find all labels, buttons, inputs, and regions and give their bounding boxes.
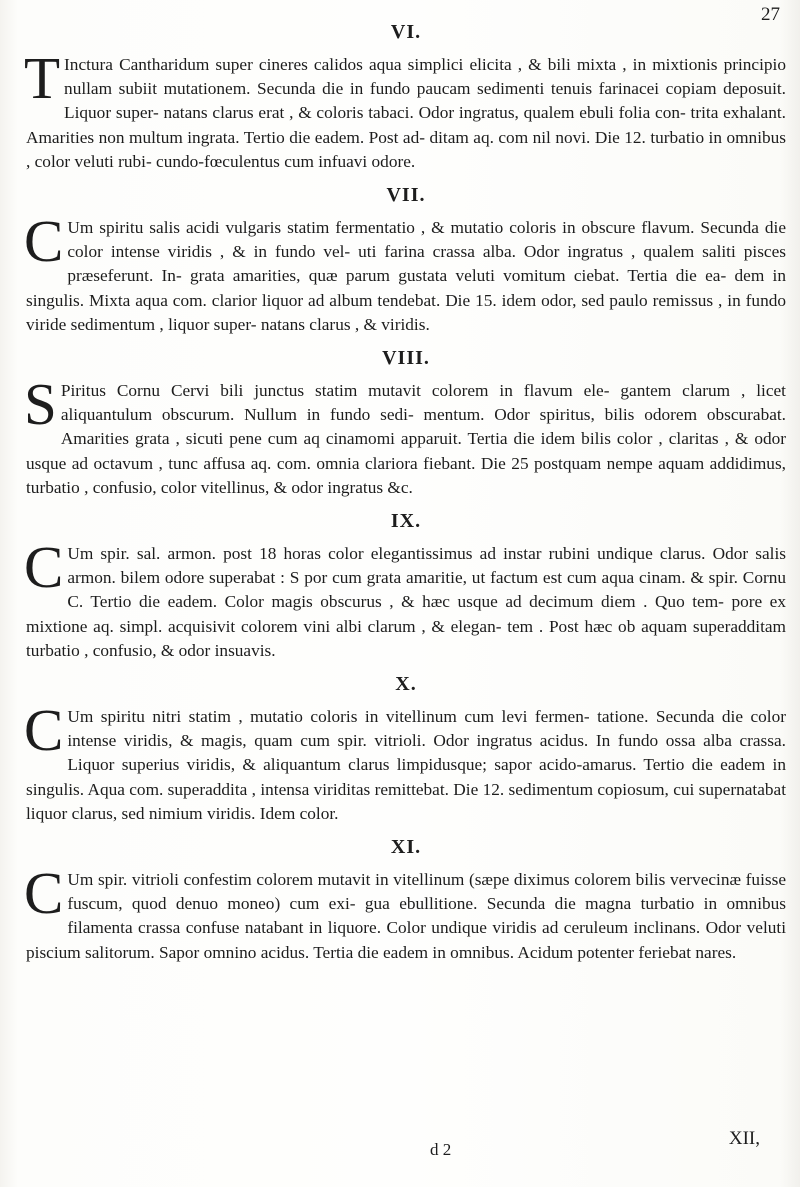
section-body [24,208,786,337]
section-heading: VIII. [382,347,430,370]
drop-initial: C [24,860,64,927]
section-heading: XI. [390,836,422,859]
section-viii [26,346,786,500]
catchword: XII, [728,1128,760,1149]
section-x [26,672,786,826]
section-xi [26,835,786,965]
paragraph-text: Um spir. vitrioli confestim colorem mutavit in vitellinum (sæpe diximus colorem bilis vervecinæ fuisse fuscum, quod denuo moneo) cum exi- gua ebullitione. Secunda die magna turbatio in omnibus filamenta crassa confuse natabant in liquore. Color undique viridis ad ceruleum inclinans. Odor veluti piscium salitorum. Sapor omnino acidus. Tertia die eadem in omnibus. Acidum potenter feriebat nares. [26,870,786,962]
drop-initial: C [24,534,64,601]
drop-initial: C [24,697,64,764]
section-vii [26,183,786,337]
section-body [24,860,786,965]
section-heading: IX. [390,510,422,533]
drop-initial: C [24,208,64,275]
section-ix [26,509,786,663]
section-heading: VI. [390,21,422,43]
paragraph-text: Um spir. sal. armon. post 18 horas color elegantissimus ad instar rubini undique clarus. Odor salis armon. bilem odore superabat : S por cum grata amaritie, ut factum est cum aqua cinam. & spir. Cornu C. Tertio die eadem. Color magis obscurus , & hæc usque ad decimum diem . Quo tem- pore ex mixtione aq. simpl. acquisivit colorem vini albi clarum , & elegan- tem . Post hæc ob aquam superadditam turbatio , confusio, & odor insuavis. [26,544,786,660]
section-body [24,371,786,500]
section-heading: X. [395,673,417,696]
paragraph-text: Um spiritu salis acidi vulgaris statim fermentatio , & mutatio coloris in obscure flavum. Secunda die color intense viridis , & in fundo vel- uti farina crassa alba. Odor ingratus , qualem saliti pisces præseferunt. In- grata amarities, quæ parum gustata veluti vomitum ciebat. Tertia die ea- dem in singulis. Mixta aqua com. clarior liquor ad album tendebat. Die 15. idem odor, sed paulo remissus , in fundo viride sedimentum , liquor super- natans clarus , & viridis. [26,218,786,334]
paragraph-text: Inctura Cantharidum super cineres calidos aqua simplici elicita , & bili mixta , in mixtionis principio nullam subiit mutationem. Secunda die in fundo paucam sedimenti tenuis farinacei copiam deposuit. Liquor super- natans clarus erat , & coloris tabaci. Odor ingratus, qualem ebuli folia con- trita exhalant. Amarities non multum ingrata. Tertio die eadem. Post ad- ditam aq. com nil novi. Die 12. turbatio in omnibus , color veluti rubi- cundo-fœculentus cum infuavi odore. [26,55,786,171]
drop-initial: T [24,45,61,111]
paragraph-text: Um spiritu nitri statim , mutatio coloris in vitellinum cum levi fermen- tatione. Secunda die color intense viridis, & magis, quam cum spir. vitrioli. Odor ingratus acidus. In fundo ossa alba crassa. Liquor superius viridis, & aliquantum clarus limpidusque; sapor acido-amarus. Tertio die eadem in singulis. Aqua com. superaddita , intensa viriditas remittebat. Die 12. sedimentum copiosum, cui supernatabat liquor clarus, sed nimium viridis. Idem color. [26,707,786,823]
page-number: 27 [761,4,780,25]
section-body [24,534,786,663]
drop-initial: S [24,371,57,438]
text-column [26,20,786,974]
section-body [24,45,786,174]
section-heading: VII. [386,184,426,207]
section-body [24,697,786,826]
section-vi [26,20,786,174]
signature-mark: d 2 [430,1140,452,1159]
paragraph-text: Piritus Cornu Cervi bili junctus statim mutavit colorem in flavum ele- gantem clarum , licet aliquantulum obscurum. Nullum in fundo sedi- mentum. Odor spiritus, bilis odorem obscurabat. Amarities grata , sicuti pene cum aq cinamomi apparuit. Tertia die idem bilis color , claritas , & odor usque ad octavum , tunc affusa aq. com. omnia clariora fiebant. Die 25 postquam nempe aquam addidimus, turbatio , confusio, color vitellinus, & odor ingratus &c. [26,381,786,497]
